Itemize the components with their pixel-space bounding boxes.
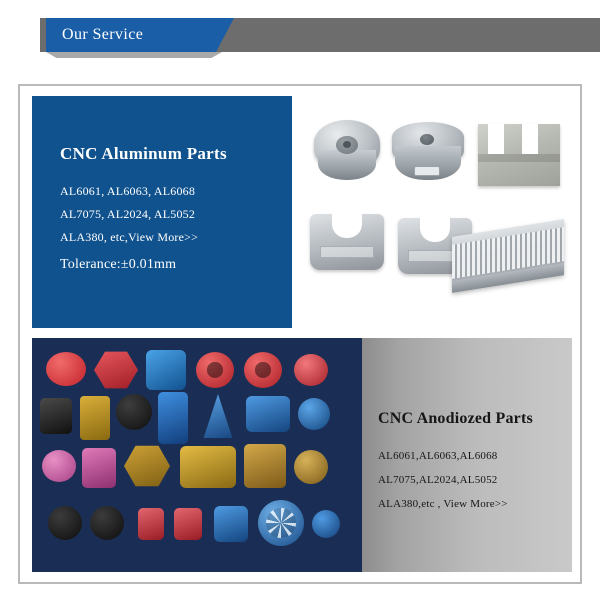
panel-bottom-title: CNC Anodiozed Parts xyxy=(378,410,533,427)
anodized-part-red-cap xyxy=(294,354,328,386)
panel-bottom-photo xyxy=(32,338,362,572)
anodized-part-blue-bracket xyxy=(246,396,290,432)
panel-cnc-anodized-parts[interactable] xyxy=(32,338,572,572)
anodized-part-blue-wheel xyxy=(258,500,304,546)
panel-top-line-3-view-more[interactable]: ALA380, etc,View More>> xyxy=(60,230,199,244)
anodized-part-blue-shaft xyxy=(158,392,188,444)
panel-top-line-1: AL6061, AL6063, AL6068 xyxy=(60,184,196,198)
anodized-part-pink-disc xyxy=(42,450,76,482)
anodized-part-black-cup-1 xyxy=(48,506,82,540)
turned-disc-skirt xyxy=(318,150,376,180)
anodized-part-red-lever xyxy=(174,508,202,540)
anodized-part-pink-block xyxy=(82,448,116,488)
header-tab-shadow xyxy=(46,52,222,58)
header-tab-corner xyxy=(216,18,234,52)
panel-bottom-line-1: AL6061,AL6063,AL6068 xyxy=(378,450,498,462)
header-banner xyxy=(0,18,600,58)
anodized-part-gold-bar xyxy=(80,396,110,440)
part-turned-disc xyxy=(314,120,380,180)
panel-top-text-column xyxy=(32,96,292,328)
anodized-part-blue-nut xyxy=(312,510,340,538)
turned-cylinder-slot xyxy=(414,166,440,176)
anodized-part-red-hex xyxy=(94,350,138,390)
anodized-part-black-cup-2 xyxy=(90,506,124,540)
anodized-part-red-clip xyxy=(138,508,164,540)
part-chuck-jaw-left xyxy=(310,214,384,270)
anodized-part-blue-housing xyxy=(146,350,186,390)
page-title: Our Service xyxy=(62,26,144,43)
anodized-part-black-block xyxy=(40,398,72,434)
panel-top-title: CNC Aluminum Parts xyxy=(60,144,227,163)
anodized-part-red-ring-2 xyxy=(244,352,282,388)
turned-disc-hub xyxy=(343,141,351,148)
block-cut-right xyxy=(522,124,538,154)
anodized-part-brass-hex xyxy=(124,444,170,488)
block-shadow-band xyxy=(478,154,560,162)
anodized-part-red-flange xyxy=(46,352,86,386)
anodized-part-brass-fitting xyxy=(244,444,286,488)
content-frame xyxy=(18,84,582,584)
block-cut-left xyxy=(488,124,504,154)
panel-top-line-2: AL7075, AL2024, AL5052 xyxy=(60,207,196,221)
panel-bottom-line-3-view-more[interactable]: ALA380,etc , View More>> xyxy=(378,498,508,510)
anodized-part-black-knob xyxy=(116,394,152,430)
part-turned-cylinder xyxy=(392,122,464,184)
anodized-part-gold-ring xyxy=(294,450,328,484)
panel-top-tolerance: Tolerance:±0.01mm xyxy=(60,257,177,272)
anodized-part-gold-cover xyxy=(180,446,236,488)
turned-cylinder-bore xyxy=(420,134,434,145)
anodized-part-blue-disc xyxy=(298,398,330,430)
jaw-left-notch xyxy=(332,212,362,238)
panel-bottom-text-column xyxy=(362,338,572,572)
anodized-part-blue-knob xyxy=(214,506,248,542)
anodized-part-blue-cone xyxy=(198,394,238,438)
panel-cnc-aluminum-parts[interactable] xyxy=(32,96,572,328)
part-twin-milled-blocks xyxy=(478,124,560,186)
jaw-right-notch xyxy=(420,216,450,242)
jaw-left-step xyxy=(320,246,374,258)
panel-bottom-line-2: AL7075,AL2024,AL5052 xyxy=(378,474,498,486)
anodized-part-red-ring-1 xyxy=(196,352,234,388)
panel-top-photo xyxy=(292,96,572,328)
